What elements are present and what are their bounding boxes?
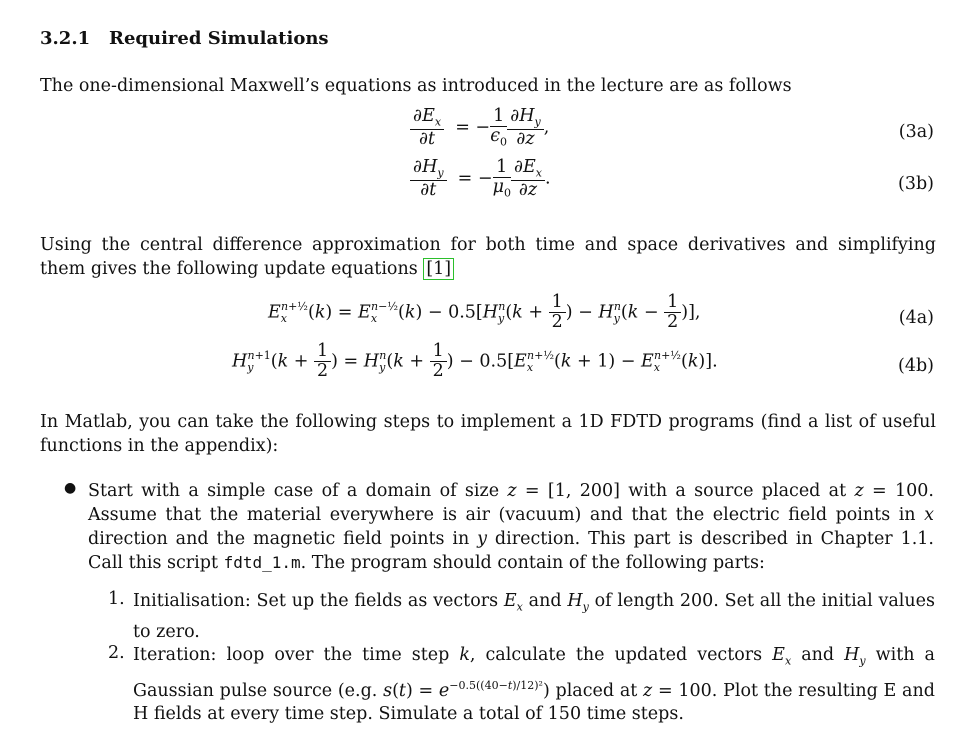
step-2-text: Iteration: loop over the time step k, calculate the updated vectors $E_x$ and $H_y$ with a Gaussian pulse source (e.g. $s(t) = e^{-0.5((40-t)/12)^2}$) placed at z = 100. Plot the resulting E and H fields at every time step. Simulate a total of 150 time steps.: [133, 645, 935, 725]
bullet-item: Start with a simple case of a domain of size z = [1, 200] with a source placed at z = 100. Assume that the material everywhere is air (vacuum) and that the electric field points in x direction and the magnetic field points in y direction. This part is described in Chapter 1.1. Call this script fdtd_1.m. The program should contain of the following parts:: [88, 481, 934, 573]
bullet-dot: ●: [64, 480, 77, 496]
equation-4a: $E_x^{n+\frac{1}{2}}(k) = E_x^{n-\frac{1}{2}}(k) - 0.5[H_y^n(k$ + $\frac{1}{2}$ ) − $H_y^n(k$ − $\frac{1}{2}$ )],: [268, 292, 701, 333]
central-difference-paragraph: [40, 233, 936, 281]
equation-tag-4b: (4b): [898, 356, 934, 376]
section-heading: [40, 28, 329, 49]
equation-3b: $\frac{\partial H_y}{\partial t}$ = − $\frac{1}{\mu_0}$ $\frac{\partial E_x}{\partial z}$ .: [410, 158, 551, 200]
section-title: Required Simulations: [109, 28, 329, 49]
equation-tag-3b: (3b): [898, 174, 934, 194]
script-name: fdtd_1.m: [223, 553, 301, 572]
equation-3a: $\frac{\partial E_x}{\partial t}$ = − $\frac{1}{\epsilon_0}$ $\frac{\partial H_y}{\partial z}$ ,: [410, 107, 549, 149]
matlab-paragraph: In Matlab, you can take the following steps to implement a 1D FDTD programs (find a list of useful functions in the appendix):: [40, 412, 936, 456]
equation-tag-3a: (3a): [898, 122, 934, 142]
equation-4b: $H_y^{n+1}(k$ + $\frac{1}{2}$ ) = $H_y^n(k$ + $\frac{1}{2}$ ) − $0.5[E_x^{n+\frac{1}{2}}(k + 1) - E_x^{n+\frac{1}{2}}(k)]$.: [232, 341, 718, 382]
intro-paragraph: The one-dimensional Maxwell’s equations as introduced in the lecture are as follows: [40, 76, 792, 96]
paragraph-text: Using the central difference approximation for both time and space derivatives and simplifying them gives the following update equations: [40, 235, 936, 279]
step-1-text: Initialisation: Set up the fields as vectors $E_x$ and $H_y$ of length 200. Set all the initial values to zero.: [133, 591, 935, 642]
step-number-1: 1.: [108, 589, 125, 609]
citation-link[interactable]: [1]: [423, 258, 454, 280]
equation-tag-4a: (4a): [898, 308, 934, 328]
section-number: 3.2.1: [40, 28, 91, 49]
step-number-2: 2.: [108, 643, 125, 663]
